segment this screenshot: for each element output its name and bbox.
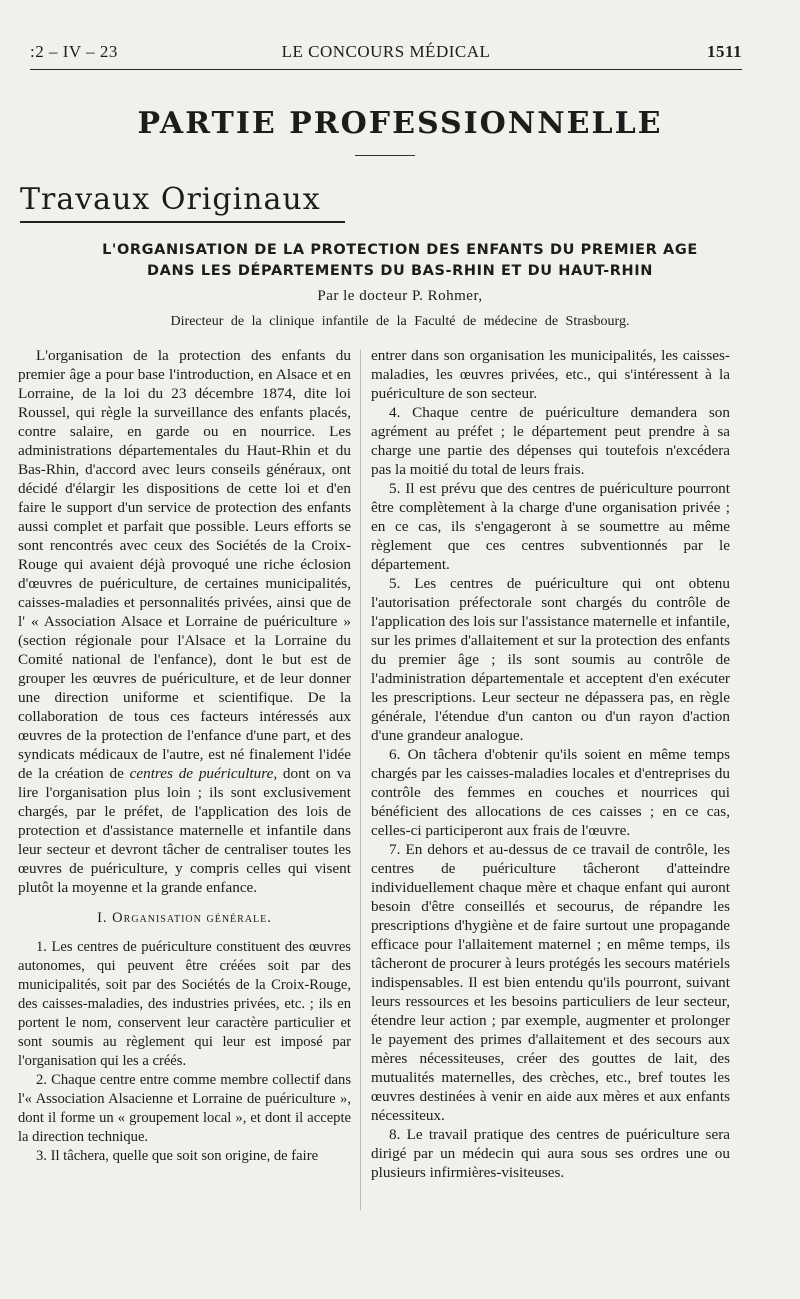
section-divider	[355, 155, 415, 156]
item-3-start: 3. Il tâchera, quelle que soit son origine, de faire	[36, 1148, 319, 1164]
intro-text-end: , dont on va lire l'organisation plus loin ; ils sont exclusivement chargés, par le préfet, de l'application des lois de protection et d'assistance maternelle et infantile dans leur secteur et devront tâcher de centraliser toutes les œuvres de puériculture, y compris celles qui visent plutôt la moyenne et la grande enfance.	[18, 765, 351, 896]
running-header	[30, 38, 742, 68]
rubric-underline	[20, 221, 345, 223]
intro-text: L'organisation de la protection des enfants du premier âge a pour base l'introduction, en Alsace et en Lorraine, de la loi du 23 décembre 1874, dite loi Roussel, qui règle la surveillance des enfants placés, contre salaire, en garde ou en nourrice. Les administrations départementales du Haut-Rhin et du Bas-Rhin, d'accord avec leurs conseils généraux, ont décidé d'élargir les dispositions de cette loi et d'en faire le support d'un service de protection des enfants aussi complet et parfait que possible. Leurs efforts se sont rencontrés avec ceux des Sociétés de la Croix-Rouge qui avaient déjà provoqué une riche éclosion d'œuvres de puériculture, de certaines municipalités, caisses-maladies et personnalités privées, ainsi que de l' « Association Alsace et Lorraine de puériculture » (section régionale pour l'Alsace et la Lorraine du Comité national de l'enfance), dont le but est de grouper les œuvres de puériculture, et de leur donner une direction uniforme et scientifique. De la collaboration de tous ces facteurs intéressés aux œuvres de la protection de l'enfance d'une part, et des syndicats médicaux de l'autre, est né finalement l'idée de la création de	[18, 347, 351, 782]
section-title: PARTIE PROFESSIONNELLE	[137, 106, 663, 141]
item-2: 2. Chaque centre entre comme membre collectif dans l'« Association Alsacienne et Lorraine de puériculture », dont il forme un « groupement local », et dont il accepte la direction technique.	[18, 1072, 351, 1145]
item-5a: 5. Il est prévu que des centres de puériculture pourront être complètement à la charge d'une organisation privée ; en ce cas, ils s'engageront à se soumettre au même règlement que ces centres subventionnés par le département.	[371, 480, 730, 573]
article-title-line-1: L'ORGANISATION DE LA PROTECTION DES ENFANTS DU PREMIER AGE	[102, 242, 698, 258]
item-6: 6. On tâchera d'obtenir qu'ils soient en même temps chargés par les caisses-maladies locales et d'entreprises du contrôle des femmes en couches et nourrices qui bénéficient des allocations de ces caisses ; en ce cas, celles-ci participeront aux frais de l'œuvre.	[371, 746, 730, 839]
intro-italic-term: centres de puériculture	[129, 765, 274, 782]
item-7: 7. En dehors et au-dessus de ce travail de contrôle, les centres de puériculture tâcheront d'atteindre individuellement chaque mère et chaque enfant qui auront besoin d'être conseillés et secourus, de répandre les prescriptions d'hygiène et de faire surtout une propagande efficace pour l'allaitement maternel ; en même temps, ils tâcheront de procurer à leurs protégés les secours matériels indispensables. Il est bien entendu qu'ils pourront, suivant leurs ressources et les besoins particuliers de leur secteur, étendre leur action ; par exemple, augmenter et prolonger le payement des primes d'allaitement et des secours aux mères nécessiteuses, créer des gouttes de lait, des mutualités maternelles, des crèches, etc., bref toutes les œuvres destinées à venir en aide aux mères et aux enfants nécessiteux.	[371, 841, 730, 1124]
subsection-heading: I. Organisation générale.	[97, 910, 272, 926]
intro-paragraph	[18, 346, 351, 897]
item-3-continuation: entrer dans son organisation les municipalités, les caisses-maladies, les œuvres privées, etc., qui s'intéressent à la puériculture de son secteur.	[371, 347, 730, 402]
article-title	[20, 240, 780, 282]
author-affiliation: Directeur de la clinique infantile de la Faculté de médecine de Strasbourg.	[170, 314, 630, 329]
item-1: 1. Les centres de puériculture constituent des œuvres autonomes, qui peuvent être créées soit par des municipalités, soit par des Sociétés de la Croix-Rouge, des caisses-maladies, des industries privées, etc. ; ils en portent le nom, conservent leur caractère particulier et sont soumis au règlement qui leur est imposé par l'organisation qui les a créés.	[18, 939, 351, 1069]
left-column	[18, 346, 351, 1166]
article-title-line-2: DANS LES DÉPARTEMENTS DU BAS-RHIN ET DU HAUT-RHIN	[146, 263, 653, 279]
journal-name: LE CONCOURS MÉDICAL	[281, 42, 491, 61]
author-byline: Par le docteur P. Rohmer,	[317, 288, 483, 304]
column-divider	[360, 350, 361, 1210]
header-rule	[30, 69, 742, 70]
page-number: 1511	[706, 42, 742, 61]
item-5b: 5. Les centres de puériculture qui ont obtenu l'autorisation préfectorale sont chargés du contrôle de l'application des lois sur l'assistance maternelle et infantile, sur les primes d'allaitement et sur la protection des enfants du premier âge ; ils sont soumis au contrôle de l'administration départementale et acceptent d'en exécuter les prescriptions. Leur secteur ne dépassera pas, en règle générale, l'étendue d'un canton ou d'un rayon d'action d'une grandeur analogue.	[371, 575, 730, 744]
item-4: 4. Chaque centre de puériculture demandera son agrément au préfet ; le département peut prendre à sa charge une partie des dépenses qui toutefois n'excédera pas la moitié du total de leurs frais.	[371, 404, 730, 478]
issue-date: :2 – IV – 23	[30, 42, 118, 61]
right-column	[371, 346, 730, 1182]
rubric-heading: Travaux Originaux	[20, 182, 321, 217]
item-8: 8. Le travail pratique des centres de puériculture sera dirigé par un médecin qui aura sous ses ordres une ou plusieurs infirmières-visiteuses.	[371, 1126, 730, 1181]
